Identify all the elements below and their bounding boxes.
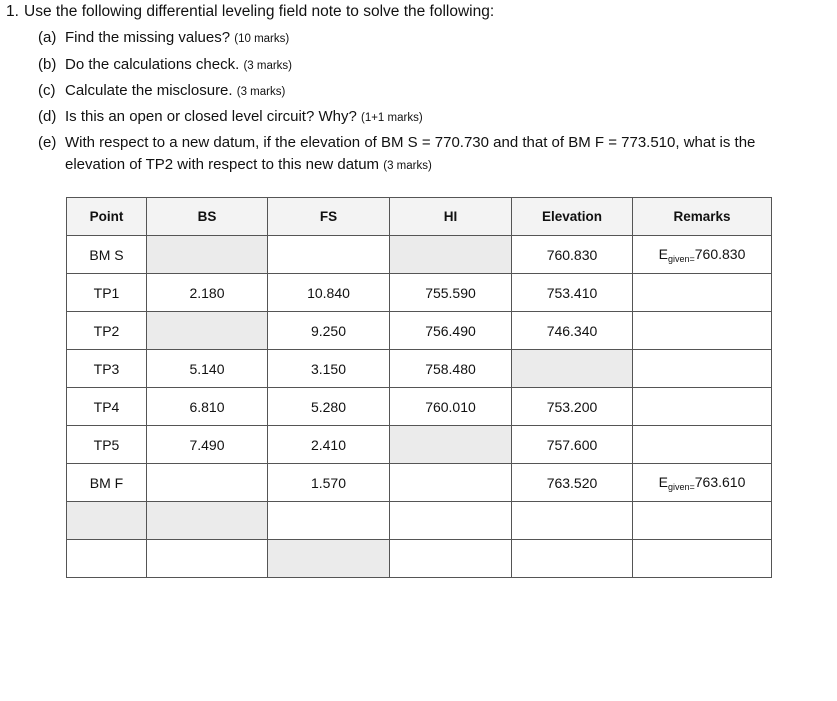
table-row (67, 502, 772, 540)
header-remarks: Remarks (633, 198, 772, 236)
header-elevation: Elevation (512, 198, 633, 236)
header-hi: HI (390, 198, 512, 236)
header-bs: BS (147, 198, 268, 236)
part-e: (e) With respect to a new datum, if the elevation of BM S = 770.730 and that of BM F = 773.510, what is the (38, 134, 756, 151)
table-row: TP5 7.490 2.410 757.600 (67, 426, 772, 464)
part-b: (b) Do the calculations check. (3 marks) (38, 56, 292, 73)
question-number: 1. (6, 3, 19, 20)
part-a: (a) Find the missing values? (10 marks) (38, 29, 290, 46)
table-row: BM S 760.830 $E_{given=}760.830$ (67, 236, 772, 274)
header-point: Point (67, 198, 147, 236)
remark-bm-f: $E_{given=}763.610$ (633, 464, 772, 502)
part-e-line2: elevation of TP2 with respect to this new datum (3 marks) (65, 156, 432, 173)
header-fs: FS (268, 198, 390, 236)
table-header-row (67, 198, 772, 236)
question-text: Use the following differential leveling field note to solve the following: (24, 3, 495, 20)
table-row: TP3 5.140 3.150 758.480 (67, 350, 772, 388)
table-row: BM F 1.570 763.520 $E_{given=}763.610$ (67, 464, 772, 502)
table-row: TP2 9.250 756.490 746.340 (67, 312, 772, 350)
question-title (6, 3, 494, 21)
part-d: (d) Is this an open or closed level circuit? Why? (1+1 marks) (38, 108, 423, 125)
table-row (67, 540, 772, 578)
part-c: (c) Calculate the misclosure. (3 marks) (38, 82, 286, 99)
table-row: TP1 2.180 10.840 755.590 753.410 (67, 274, 772, 312)
leveling-table (66, 197, 772, 578)
remark-bm-s: $E_{given=}760.830$ (633, 236, 772, 274)
table-row: TP4 6.810 5.280 760.010 753.200 (67, 388, 772, 426)
